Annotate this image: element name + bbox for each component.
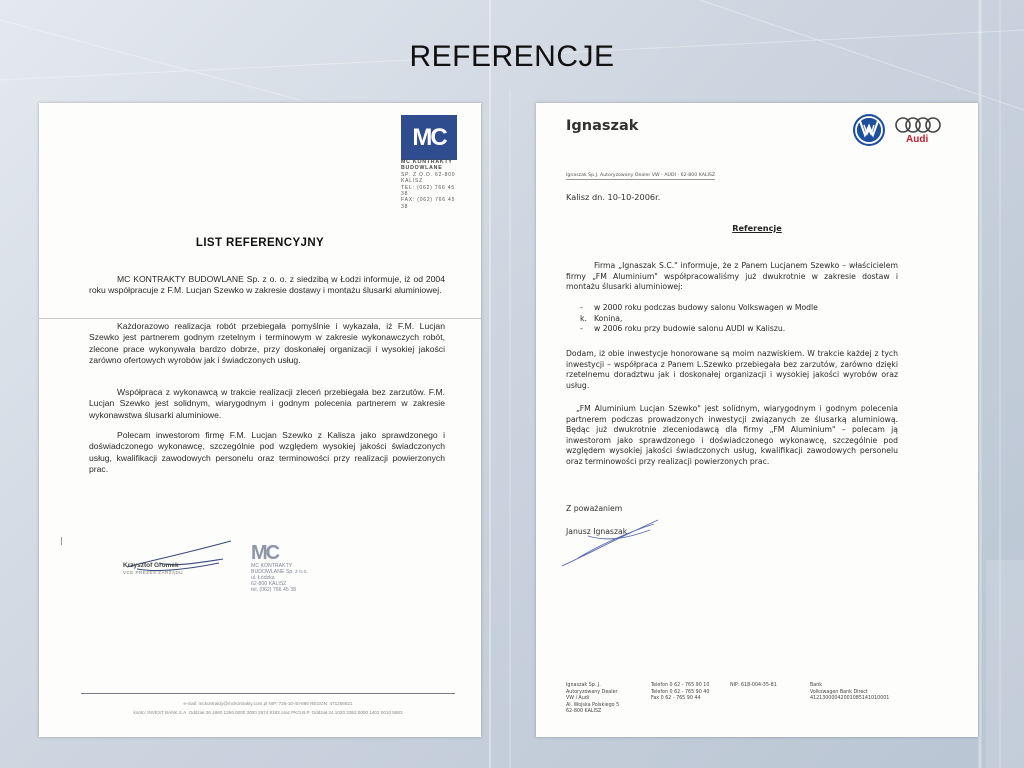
letter-footer: e-mail: mckontrakty@mckontrakty.com.pl NIP: 726-10-40-886 REGON: 471256621 konto: INVEST BANK S.A. Oddział 36 1680 1266 0000 3000 2574 8183 oraz PKO B.P. Oddział 24 1020 3352 0000 1402 0010 5883 bbox=[133, 701, 403, 715]
footer-bank: Bank Volkswagen Bank Direct 41213000042001085141010001 bbox=[810, 683, 890, 702]
handwritten-signature bbox=[558, 508, 668, 570]
paragraph: Polecam inwestorom firmę F.M. Lucjan Szewko z Kalisza jako sprawdzonego i doświadczonego wykonawcę, szczególnie pod względem wysokiej jakości świadczonych usług, kwalifikacji zawodowych personelu oraz terminowości przy realizacji powierzonych prac. bbox=[89, 430, 445, 474]
paragraph: MC KONTRAKTY BUDOWLANE Sp. z o. o. z siedzibą w Łodzi informuje, iż od 2004 roku współpracuje z F.M. Lucjan Szewko w zakresie dostawy i montażu ślusarki aluminiowej. bbox=[89, 274, 445, 296]
slide-title: REFERENCJE bbox=[409, 40, 615, 73]
scan-line bbox=[39, 318, 481, 319]
paragraph: Dodam, iż obie inwestycje honorowane są moim nazwiskiem. W trakcie każdej z tych inwestycji – współpraca z Panem L.Szewko przebiegała bez zarzutów, zarówno dzięki rzetelnemu doradztwu jak i doskonałej organizacji i wysokiej jakości wyrobów oraz usług. bbox=[566, 349, 898, 390]
footer-nip: NIP: 618-004-35-81 bbox=[730, 683, 777, 688]
signatory-name: Krzysztof Gromek bbox=[123, 562, 179, 569]
company-stamp: MC MC KONTRAKTY BUDOWLANE Sp. z o.o. ul. Łódzka 62-800 KALISZ tel. (062) 766 45 38 bbox=[251, 542, 308, 593]
margin-mark bbox=[61, 537, 62, 545]
project-list bbox=[566, 303, 898, 335]
list-item: - w 2000 roku podczas budowy salonu Volkswagen w Modle bbox=[580, 303, 818, 312]
signer-name: Janusz Ignaszak bbox=[566, 527, 628, 536]
dealer-line: Ignaszak Sp.J. Autoryzowany Dealer VW - AUDI - 62-800 KALISZ bbox=[566, 173, 716, 178]
audi-wordmark: Audi bbox=[906, 134, 929, 145]
company-block: MC KONTRAKTY BUDOWLANE SP. Z O.O. 62-800 KALISZ TEL: (062) 766 45 38 FAX: (062) 766 45 38 bbox=[401, 159, 456, 210]
closing-phrase: Z poważaniem bbox=[566, 504, 623, 513]
footer-phones: Telefon 0 62 - 765 90 10 Telefon 0 62 - 765 90 40 Fax 0 62 - 765 90 44 bbox=[651, 683, 710, 702]
reference-letter-ignaszak bbox=[536, 103, 978, 737]
letter-title: LIST REFERENCYJNY bbox=[195, 237, 325, 249]
reference-letter-mc-kontrakty bbox=[39, 103, 481, 737]
paragraph: „FM Aluminium Lucjan Szewko" jest solidnym, wiarygodnym i godnym polecenia partnerem podczas prowadzonych inwestycji związanych ze ślusarką aluminiową. Będąc już dwukrotnie zleceniodawcą dla firmy „FM Aluminium" – polecam ją inwestorom jako sprawdzonego i doświadczonego wykonawcę, szczególnie pod względem wysokiej jakości świadczonych usług, kwalifikacji zawodowych personelu oraz terminowości przy realizacji powierzonych prac. bbox=[566, 404, 898, 466]
footer-rule bbox=[81, 693, 455, 694]
letter-heading: Referencje bbox=[732, 223, 782, 233]
paragraph: Każdorazowo realizacja robót przebiegała pomyślnie i wykazała, iż F.M. Lucjan Szewko jest partnerem godnym rzetelnym i terminowym w zakresie wykonawczych robót, zlecone prace wykonywała bardzo dobrze, przy doskonałej organizacji i wysokiej jakości zarówno ofertowych wyrobów jak i świadczonych usług. bbox=[89, 321, 445, 365]
paragraph: Firma „Ignaszak S.C." informuje, że z Panem Lucjanem Szewko – właścicielem firmy „FM Aluminium" współpracowaliśmy już dwukrotnie w zakresie dostaw i montażu ślusarki aluminiowej: bbox=[566, 261, 898, 292]
footer-address: Ignaszak Sp. J. Autoryzowany Dealer VW i Audi Al. Wojska Polskiego 5 62-800 KALISZ bbox=[566, 683, 620, 715]
paragraph: Współpraca z wykonawcą w trakcie realizacji zleceń przebiegała bez zarzutów. F.M. Lucjan Szewko jest solidnym, wiarygodnym i godnym polecenia partnerem w zakresie wykonawstwa ślusarki aluminiowe. bbox=[89, 387, 445, 420]
vw-logo-icon bbox=[852, 113, 886, 147]
mc-kontrakty-logo: MC bbox=[401, 115, 457, 160]
list-item: - w 2006 roku przy budowie salonu AUDI w Kaliszu. bbox=[580, 324, 786, 334]
signatory-role: VCE PREZES ZARZĄDU bbox=[123, 570, 184, 575]
list-item: k. Konina, bbox=[580, 313, 623, 323]
letter-date: Kalisz dn. 10-10-2006r. bbox=[566, 192, 661, 202]
company-name: Ignaszak bbox=[566, 118, 639, 134]
